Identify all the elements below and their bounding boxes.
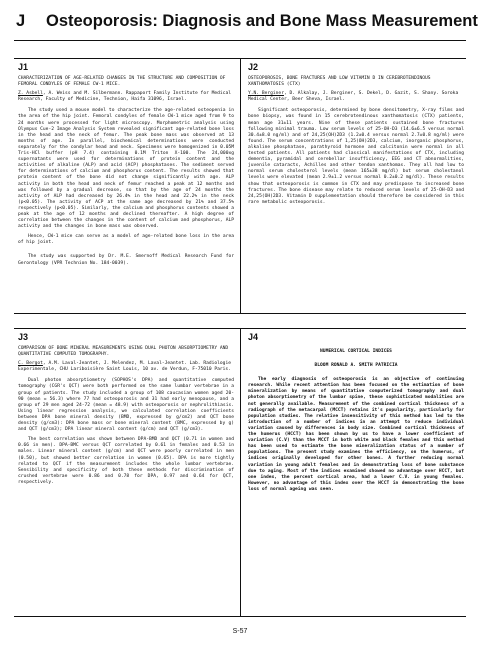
abstract-j3 (18, 332, 234, 614)
authors-affiliation: , D. Alkalay, J. Berginer, S. Dekel, D. Gazit, S. Shany. Soroka Medical Center, Beer Sheva, Israel. (248, 91, 459, 103)
vertical-divider-top (240, 58, 241, 313)
abstract-results: The best correlation was shown between DPA-BMD and QCT (0.71 in women and 0.66 in men). DPA-BMC versus QCT correlated by 0.61 in females and 0.53 in males. Linear mineral content (g/cm) and QCT were poorly correlated in men (0.50), but showed better correlation in women (0.65). DPA is more tightly related to QCT if the measurement includes the whole lumbar vertebrae. Sensibility and specificity of both these methods for discrimination of crushed vertebrae were 0.86 and 0.78 for DPA, 0.97 and 0.64 for QCT, respectively. (18, 437, 234, 485)
abstract-id: J1 (18, 62, 29, 72)
presenting-author: Y.N. Berginer (248, 91, 284, 97)
abstract-title: COMPARISON OF BONE MINERAL MEASUREMENTS USING DUAL PHOTON ABSORPTIOMETRY AND QUANTITATIVE COMPUTED TOMOGRAPHY. (18, 346, 229, 358)
abstract-j1 (18, 62, 234, 310)
horizontal-divider-middle (14, 313, 466, 314)
abstract-id: J2 (248, 62, 259, 72)
abstract-acknowledgement: The study was supported by Dr. M.E. Smernoff Medical Research Fund for Gerontology (VPR Technion No. 184-0039). (18, 254, 234, 266)
abstract-conclusion: Hence, CW-1 mice can serve as a model of age-related bone loss in the area of hip joint. (18, 234, 234, 246)
page-number: S-57 (232, 628, 248, 635)
abstract-j4 (248, 332, 464, 614)
abstract-body: Dual photon absorptiometry (SOPHOS's DPA) and quantitative computed tomography (CGR's QCT) were both performed on the same lumbar vertebrae in a group of patients. The study included a group of 108 caucasian women aged 20-90 (mean = 56.3) where 77 had osteoporosis and 31 had early menopause, and a group of 29 men aged 24-72 (mean = 48.9) with osteoporosis or nephrolithiasis. Using linear regression analysis, we calculated correlation coefficients between DPA bone mineral density (BMD, expressed by g/cm2) and QCT bone density (g/cm3): DPA bone mass or bone mineral content (BMC, expressed by g) and QCT (g/cm3); DPA linear mineral content (g/cm) and QCT (g/cm3). (18, 378, 234, 433)
vertical-divider-bottom (240, 328, 241, 616)
abstract-id: J4 (248, 332, 259, 342)
abstract-authors: BLOOM RONALD A. SMITH PATRICIA (314, 363, 398, 369)
abstract-id: J3 (18, 332, 29, 342)
authors-affiliation: , A. Weiss and M. Silbermann. Rappaport Family Institute for Medical Research, Faculty of Medicine, Technion, Haifa 31096, Israel. (18, 91, 231, 103)
abstract-title: NUMERICAL CORTICAL INDICES (320, 349, 392, 354)
abstract-title: OSTEOPOROSIS, BONE FRACTURES AND LOW VITAMIN D IN CEREBROTENDINOUS XANTHOMATOSIS (CTX) (248, 76, 431, 88)
abstract-body: Significant osteoporosis, determined by bone densitometry, X-ray films and bone biopsy, was found in 15 cerebrotendinous xanthomatosis (CTX) patients, mean age 31±11 years. Nine of these patients sustained bone fractures following minimal trauma. Low serum levels of 25-OH-D3 (14.6±6.5 versus normal 30.4±8.0 ng/ml) and of 24,25(OH)2D3 (1.2±0.4 versus normal 2.7±0.8 ng/ml) were found. The serum concentrations of 1,25(OH)2D3, calcium, inorganic phosphorus, alkaline phosphatase, parathyroid hormone and calcitonin were normal in all tested patients. All patients had classical manifestations of CTX, including dementia, pyramidal and cerebellar insufficiency, EEG and CT abnormalities, juvenile cataracts, Achilles and other tendon xanthomas. They all had low to normal serum cholesterol levels (mean 165±38 mg/dl) but serum cholestanol levels were elevated (mean 2.9±1.2 versus normal 0.2±0.2 mg/dl). These results show that osteoporosis is common in CTX and may predispose to increased bone fractures. The bone disease may relate to reduced serum levels of 25-OH-D3 and 24,25(OH)2D3. Vitamin D supplementation should therefore be considered in this rare metabolic osteoporosis. (248, 108, 464, 205)
abstract-j2 (248, 62, 464, 310)
presenting-author: Z. Asbell (18, 91, 43, 97)
abstract-body: The study used a mouse model to characterize the age-related osteopenia in the area of the hip joint. Femoral condyles of female CW-1 mice aged from 9 to 24 months were processed for light microscopy. Morphometric analysis using Olympus Cue-2 Image Analysis System revealed significant age-related bone loss in the head and the neck of femur. The peak bone mass was observed at 13 months of age. In parallel, biochemical determinations were conducted separately for the condylar head and neck. Specimens were homogenized in 0.05M Tris-HCl buffer (pH 7.4) containing 0.1M Triton X-100. The 24,000xg supernatants were used for determinations of protein content and the activities of alkaline (ALP) and acid (ACP) phosphatases. The sediment served for determinations of calcium and phosphorus content. The results showed that protein content of the bone did not change significantly with age. ALP activity in both the head and neck of femur reached a peak at 12 months and was followed by a gradual decrease, so that by the age of 24 months the activity of ALP had decreased by 26.4% in the head and 22.2% in the neck (p<0.05). The activity of ACP at the same age decreased by 21% and 37.5% respectively (p<0.05). Similarly, the calcium and phosphorus contents showed a peak at the age of 12 months and declined thereafter. A high degree of correlation between the changes in the content of calcium and phosphorus, ALP activity and the changes in bone mass was observed. (18, 108, 234, 230)
section-title: Osteoporosis: Diagnosis and Bone Mass Measurement (46, 12, 478, 30)
abstract-authors (18, 361, 234, 373)
abstract-title: CHARACTERIZATION OF AGE-RELATED CHANGES IN THE STRUCTURE AND COMPOSITION OF FEMORAL CONDYLES OF FEMALE CW-1 MICE. (18, 76, 226, 88)
horizontal-divider-bottom (14, 616, 466, 617)
section-letter: J (16, 12, 26, 30)
section-header (14, 8, 478, 41)
abstract-authors (248, 91, 464, 103)
abstract-body: The early diagnosis of osteoporosis is an objective of continuing research. While recent attention has been focused on the estimation of bone mineralization by means of quantitative computerized tomography and dual photon absorptiometry of the lumbar spine, these sophisticated modalities are not generally available. Measurement of the combined cortical thickness of a radiograph of the metacarpal (MCCT) retains it's popularity, particularly for population studies. The relative insensitivity of this method has led to the introduction of a number of indices in an attempt to reduce individual variation caused by differences in body size. Combined cortical thickness of the humerus (HCCT) has been shown by us to have a lower coefficient of variation (C.V) than the MCCT in both white and black females and this method has been used to estimate the bone mineralization status of a number of populations. The present study examines the efficiency, on the humerus, of indices originally developed for other bones. A further reducing normal variation in young adult females and in demonstrating loss of bone substance due to aging. Most of the indices examined showed no advantage over HCCT, but one index, the percent cortical area, had a lower C.V. in young females. However, no advantage of this index over the HCCT in demonstrating the bone loss of normal ageing was seen. (248, 377, 464, 492)
authors-affiliation: , A.M. Laval-Jeantet, J. Melendez, M. Laval-Jeantet. Lab. Radiologie Experimentale, CHU Lariboisière Saint Louis, 10 av. de Verdun, F-75010 Paris. (18, 361, 231, 373)
presenting-author: C. Bergot (18, 361, 43, 367)
abstract-authors (18, 91, 234, 103)
